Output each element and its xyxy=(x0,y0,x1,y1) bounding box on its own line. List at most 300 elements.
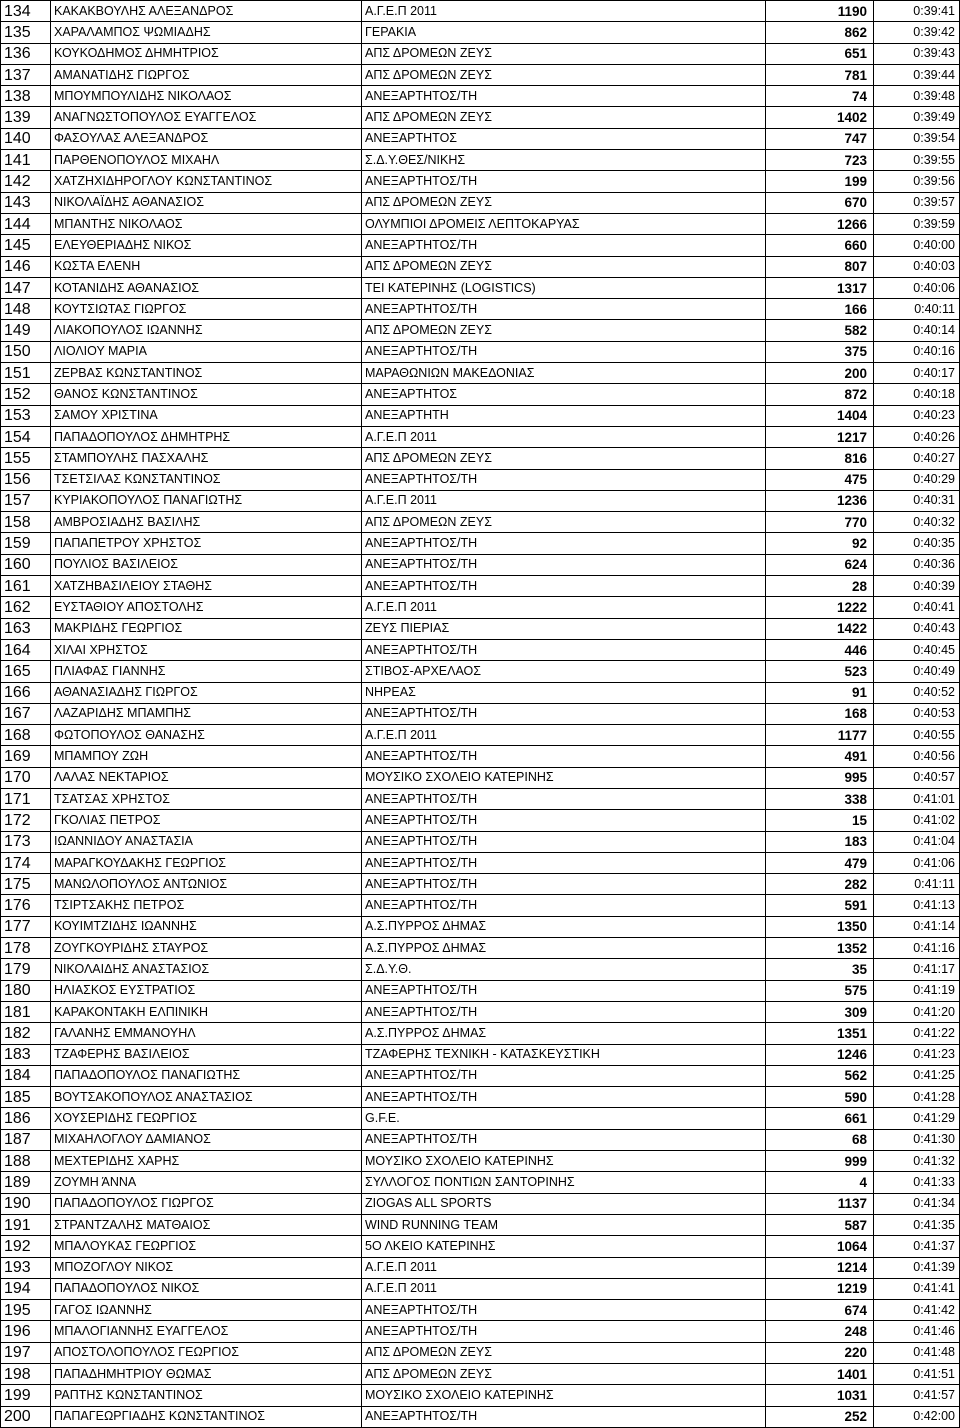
table-row xyxy=(1,341,960,362)
finish-time-cell: 0:41:16 xyxy=(874,938,960,959)
position-cell: 190 xyxy=(1,1193,51,1214)
bib-number-cell: 1190 xyxy=(766,1,874,22)
club-cell: Α.Γ.Ε.Π 2011 xyxy=(362,426,766,447)
club-cell: Α.Σ.ΠΥΡΡΟΣ ΔΗΜΑΣ xyxy=(362,1023,766,1044)
table-row xyxy=(1,107,960,128)
table-row xyxy=(1,1321,960,1342)
finish-time-cell: 0:41:02 xyxy=(874,810,960,831)
finish-time-cell: 0:40:29 xyxy=(874,469,960,490)
bib-number-cell: 1031 xyxy=(766,1385,874,1406)
athlete-name-cell: ΑΠΟΣΤΟΛΟΠΟΥΛΟΣ ΓΕΩΡΓΙΟΣ xyxy=(51,1342,362,1363)
position-cell: 138 xyxy=(1,86,51,107)
position-cell: 175 xyxy=(1,874,51,895)
position-cell: 140 xyxy=(1,128,51,149)
position-cell: 163 xyxy=(1,618,51,639)
table-row xyxy=(1,895,960,916)
club-cell: G.F.E. xyxy=(362,1108,766,1129)
club-cell: Α.Γ.Ε.Π 2011 xyxy=(362,1257,766,1278)
bib-number-cell: 587 xyxy=(766,1214,874,1235)
position-cell: 135 xyxy=(1,22,51,43)
bib-number-cell: 674 xyxy=(766,1300,874,1321)
bib-number-cell: 282 xyxy=(766,874,874,895)
finish-time-cell: 0:40:36 xyxy=(874,554,960,575)
bib-number-cell: 624 xyxy=(766,554,874,575)
athlete-name-cell: ΚΥΡΙΑΚΟΠΟΥΛΟΣ ΠΑΝΑΓΙΩΤΗΣ xyxy=(51,490,362,511)
finish-time-cell: 0:40:11 xyxy=(874,299,960,320)
table-row xyxy=(1,639,960,660)
position-cell: 184 xyxy=(1,1065,51,1086)
club-cell: ΑΠΣ ΔΡΟΜΕΩΝ ΖΕΥΣ xyxy=(362,512,766,533)
club-cell: ΑΝΕΞΑΡΤΗΤΟΣ xyxy=(362,384,766,405)
position-cell: 158 xyxy=(1,512,51,533)
finish-time-cell: 0:41:32 xyxy=(874,1151,960,1172)
finish-time-cell: 0:40:31 xyxy=(874,490,960,511)
finish-time-cell: 0:41:13 xyxy=(874,895,960,916)
finish-time-cell: 0:40:45 xyxy=(874,639,960,660)
finish-time-cell: 0:39:42 xyxy=(874,22,960,43)
athlete-name-cell: ΠΑΠΑΔΟΠΟΥΛΟΣ ΔΗΜΗΤΡΗΣ xyxy=(51,426,362,447)
athlete-name-cell: ΚΟΥΙΜΤΖΙΔΗΣ ΙΩΑΝΝΗΣ xyxy=(51,916,362,937)
athlete-name-cell: ΓΑΛΑΝΗΣ ΕΜΜΑΝΟΥΗΛ xyxy=(51,1023,362,1044)
club-cell: ΑΝΕΞΑΡΤΗΤΟΣ/ΤΗ xyxy=(362,1300,766,1321)
finish-time-cell: 0:40:03 xyxy=(874,256,960,277)
club-cell: ΑΠΣ ΔΡΟΜΕΩΝ ΖΕΥΣ xyxy=(362,1342,766,1363)
position-cell: 194 xyxy=(1,1278,51,1299)
athlete-name-cell: ΑΘΑΝΑΣΙΑΔΗΣ ΓΙΩΡΓΟΣ xyxy=(51,682,362,703)
table-row xyxy=(1,703,960,724)
bib-number-cell: 1064 xyxy=(766,1236,874,1257)
table-row xyxy=(1,1214,960,1235)
bib-number-cell: 1222 xyxy=(766,597,874,618)
position-cell: 183 xyxy=(1,1044,51,1065)
finish-time-cell: 0:41:22 xyxy=(874,1023,960,1044)
bib-number-cell: 862 xyxy=(766,22,874,43)
bib-number-cell: 199 xyxy=(766,171,874,192)
position-cell: 147 xyxy=(1,277,51,298)
finish-time-cell: 0:40:35 xyxy=(874,533,960,554)
athlete-name-cell: ΠΑΠΑΔΟΠΟΥΛΟΣ ΓΙΩΡΓΟΣ xyxy=(51,1193,362,1214)
table-row xyxy=(1,533,960,554)
position-cell: 159 xyxy=(1,533,51,554)
table-row xyxy=(1,1,960,22)
athlete-name-cell: ΓΚΟΛΙΑΣ ΠΕΤΡΟΣ xyxy=(51,810,362,831)
athlete-name-cell: ΧΑΤΖΗΒΑΣΙΛΕΙΟΥ ΣΤΑΘΗΣ xyxy=(51,576,362,597)
athlete-name-cell: ΠΟΥΛΙΟΣ ΒΑΣΙΛΕΙΟΣ xyxy=(51,554,362,575)
position-cell: 165 xyxy=(1,661,51,682)
club-cell: ΑΠΣ ΔΡΟΜΕΩΝ ΖΕΥΣ xyxy=(362,64,766,85)
bib-number-cell: 590 xyxy=(766,1087,874,1108)
finish-time-cell: 0:40:06 xyxy=(874,277,960,298)
bib-number-cell: 660 xyxy=(766,235,874,256)
club-cell: ΑΝΕΞΑΡΤΗΤΟΣ/ΤΗ xyxy=(362,341,766,362)
club-cell: ΑΠΣ ΔΡΟΜΕΩΝ ΖΕΥΣ xyxy=(362,320,766,341)
table-row xyxy=(1,22,960,43)
athlete-name-cell: ΠΑΠΑΓΕΩΡΓΙΑΔΗΣ ΚΩΝΣΤΑΝΤΙΝΟΣ xyxy=(51,1406,362,1427)
club-cell: ΑΝΕΞΑΡΤΗΤΟΣ/ΤΗ xyxy=(362,788,766,809)
club-cell: ΑΝΕΞΑΡΤΗΤΟΣ/ΤΗ xyxy=(362,1321,766,1342)
finish-time-cell: 0:42:00 xyxy=(874,1406,960,1427)
athlete-name-cell: ΚΟΤΑΝΙΔΗΣ ΑΘΑΝΑΣΙΟΣ xyxy=(51,277,362,298)
position-cell: 196 xyxy=(1,1321,51,1342)
club-cell: Α.Γ.Ε.Π 2011 xyxy=(362,1278,766,1299)
finish-time-cell: 0:41:57 xyxy=(874,1385,960,1406)
bib-number-cell: 1402 xyxy=(766,107,874,128)
finish-time-cell: 0:40:49 xyxy=(874,661,960,682)
bib-number-cell: 309 xyxy=(766,1001,874,1022)
bib-number-cell: 1317 xyxy=(766,277,874,298)
club-cell: ΑΝΕΞΑΡΤΗΤΟΣ/ΤΗ xyxy=(362,1087,766,1108)
position-cell: 172 xyxy=(1,810,51,831)
athlete-name-cell: ΠΑΠΑΔΗΜΗΤΡΙΟΥ ΘΩΜΑΣ xyxy=(51,1364,362,1385)
position-cell: 174 xyxy=(1,852,51,873)
position-cell: 185 xyxy=(1,1087,51,1108)
club-cell: Α.Γ.Ε.Π 2011 xyxy=(362,490,766,511)
athlete-name-cell: ΠΑΡΘΕΝΟΠΟΥΛΟΣ ΜΙΧΑΗΛ xyxy=(51,150,362,171)
table-row xyxy=(1,1044,960,1065)
table-row xyxy=(1,746,960,767)
position-cell: 193 xyxy=(1,1257,51,1278)
finish-time-cell: 0:41:48 xyxy=(874,1342,960,1363)
bib-number-cell: 575 xyxy=(766,980,874,1001)
position-cell: 176 xyxy=(1,895,51,916)
athlete-name-cell: ΘΑΝΟΣ ΚΩΝΣΤΑΝΤΙΝΟΣ xyxy=(51,384,362,405)
finish-time-cell: 0:41:28 xyxy=(874,1087,960,1108)
club-cell: ΣΥΛΛΟΓΟΣ ΠΟΝΤΙΩΝ ΣΑΝΤΟΡΙΝΗΣ xyxy=(362,1172,766,1193)
bib-number-cell: 1266 xyxy=(766,213,874,234)
finish-time-cell: 0:41:06 xyxy=(874,852,960,873)
finish-time-cell: 0:39:54 xyxy=(874,128,960,149)
table-row xyxy=(1,1108,960,1129)
position-cell: 148 xyxy=(1,299,51,320)
finish-time-cell: 0:41:11 xyxy=(874,874,960,895)
athlete-name-cell: ΑΜΒΡΟΣΙΑΔΗΣ ΒΑΣΙΛΗΣ xyxy=(51,512,362,533)
bib-number-cell: 166 xyxy=(766,299,874,320)
club-cell: ΑΠΣ ΔΡΟΜΕΩΝ ΖΕΥΣ xyxy=(362,43,766,64)
athlete-name-cell: ΜΑΝΩΛΟΠΟΥΛΟΣ ΑΝΤΩΝΙΟΣ xyxy=(51,874,362,895)
finish-time-cell: 0:39:57 xyxy=(874,192,960,213)
table-row xyxy=(1,1278,960,1299)
position-cell: 160 xyxy=(1,554,51,575)
table-row xyxy=(1,1087,960,1108)
finish-time-cell: 0:39:44 xyxy=(874,64,960,85)
table-row xyxy=(1,64,960,85)
position-cell: 152 xyxy=(1,384,51,405)
finish-time-cell: 0:40:23 xyxy=(874,405,960,426)
athlete-name-cell: ΕΛΕΥΘΕΡΙΑΔΗΣ ΝΙΚΟΣ xyxy=(51,235,362,256)
athlete-name-cell: ΑΝΑΓΝΩΣΤΟΠΟΥΛΟΣ ΕΥΑΓΓΕΛΟΣ xyxy=(51,107,362,128)
table-row xyxy=(1,1193,960,1214)
athlete-name-cell: ΜΑΚΡΙΔΗΣ ΓΕΩΡΓΙΟΣ xyxy=(51,618,362,639)
table-row xyxy=(1,426,960,447)
athlete-name-cell: ΜΠΟΖΟΓΛΟΥ ΝΙΚΟΣ xyxy=(51,1257,362,1278)
athlete-name-cell: ΣΤΡΑΝΤΖΑΛΗΣ ΜΑΤΘΑΙΟΣ xyxy=(51,1214,362,1235)
club-cell: ΑΝΕΞΑΡΤΗΤΟΣ xyxy=(362,128,766,149)
table-row xyxy=(1,384,960,405)
bib-number-cell: 375 xyxy=(766,341,874,362)
position-cell: 164 xyxy=(1,639,51,660)
finish-time-cell: 0:40:39 xyxy=(874,576,960,597)
table-row xyxy=(1,363,960,384)
table-row xyxy=(1,512,960,533)
bib-number-cell: 723 xyxy=(766,150,874,171)
table-row xyxy=(1,43,960,64)
position-cell: 168 xyxy=(1,725,51,746)
position-cell: 195 xyxy=(1,1300,51,1321)
position-cell: 169 xyxy=(1,746,51,767)
finish-time-cell: 0:41:19 xyxy=(874,980,960,1001)
club-cell: ΣΤΙΒΟΣ-ΑΡΧΕΛΑΟΣ xyxy=(362,661,766,682)
athlete-name-cell: ΝΙΚΟΛΑΪΔΗΣ ΑΘΑΝΑΣΙΟΣ xyxy=(51,192,362,213)
bib-number-cell: 523 xyxy=(766,661,874,682)
bib-number-cell: 91 xyxy=(766,682,874,703)
table-row xyxy=(1,959,960,980)
finish-time-cell: 0:41:35 xyxy=(874,1214,960,1235)
position-cell: 161 xyxy=(1,576,51,597)
bib-number-cell: 1236 xyxy=(766,490,874,511)
athlete-name-cell: ΜΠΑΛΟΓΙΑΝΝΗΣ ΕΥΑΓΓΕΛΟΣ xyxy=(51,1321,362,1342)
position-cell: 136 xyxy=(1,43,51,64)
table-row xyxy=(1,1257,960,1278)
athlete-name-cell: ΜΠΑΜΠΟΥ ΖΩΗ xyxy=(51,746,362,767)
table-row xyxy=(1,682,960,703)
table-row xyxy=(1,171,960,192)
table-row xyxy=(1,1364,960,1385)
finish-time-cell: 0:41:34 xyxy=(874,1193,960,1214)
table-row xyxy=(1,1342,960,1363)
finish-time-cell: 0:39:56 xyxy=(874,171,960,192)
table-row xyxy=(1,405,960,426)
athlete-name-cell: ΗΛΙΑΣΚΟΣ ΕΥΣΤΡΑΤΙΟΣ xyxy=(51,980,362,1001)
table-row xyxy=(1,554,960,575)
table-row xyxy=(1,320,960,341)
bib-number-cell: 1401 xyxy=(766,1364,874,1385)
athlete-name-cell: ΚΩΣΤΑ ΕΛΕΝΗ xyxy=(51,256,362,277)
club-cell: Σ.Δ.Υ.ΘΕΣ/ΝΙΚΗΣ xyxy=(362,150,766,171)
finish-time-cell: 0:41:01 xyxy=(874,788,960,809)
club-cell: ΑΝΕΞΑΡΤΗΤΟΣ/ΤΗ xyxy=(362,852,766,873)
club-cell: ΑΝΕΞΑΡΤΗΤΟΣ/ΤΗ xyxy=(362,576,766,597)
table-row xyxy=(1,874,960,895)
athlete-name-cell: ΙΩΑΝΝΙΔΟΥ ΑΝΑΣΤΑΣΙΑ xyxy=(51,831,362,852)
position-cell: 156 xyxy=(1,469,51,490)
table-row xyxy=(1,661,960,682)
finish-time-cell: 0:40:53 xyxy=(874,703,960,724)
table-row xyxy=(1,1129,960,1150)
table-row xyxy=(1,150,960,171)
finish-time-cell: 0:41:30 xyxy=(874,1129,960,1150)
club-cell: ΑΝΕΞΑΡΤΗΤΟΣ/ΤΗ xyxy=(362,810,766,831)
athlete-name-cell: ΛΑΖΑΡΙΔΗΣ ΜΠΑΜΠΗΣ xyxy=(51,703,362,724)
position-cell: 200 xyxy=(1,1406,51,1427)
club-cell: ΝΗΡΕΑΣ xyxy=(362,682,766,703)
table-row xyxy=(1,213,960,234)
bib-number-cell: 1137 xyxy=(766,1193,874,1214)
table-row xyxy=(1,469,960,490)
table-row xyxy=(1,1300,960,1321)
table-row xyxy=(1,576,960,597)
athlete-name-cell: ΛΙΟΛΙΟΥ ΜΑΡΙΑ xyxy=(51,341,362,362)
finish-time-cell: 0:39:59 xyxy=(874,213,960,234)
club-cell: ΜΟΥΣΙΚΟ ΣΧΟΛΕΙΟ ΚΑΤΕΡΙΝΗΣ xyxy=(362,1151,766,1172)
club-cell: ΑΝΕΞΑΡΤΗΤΟΣ/ΤΗ xyxy=(362,1406,766,1427)
athlete-name-cell: ΖΟΥΓΚΟΥΡΙΔΗΣ ΣΤΑΥΡΟΣ xyxy=(51,938,362,959)
table-row xyxy=(1,1001,960,1022)
club-cell: ΑΝΕΞΑΡΤΗΤΟΣ/ΤΗ xyxy=(362,639,766,660)
table-row xyxy=(1,1065,960,1086)
position-cell: 188 xyxy=(1,1151,51,1172)
bib-number-cell: 248 xyxy=(766,1321,874,1342)
finish-time-cell: 0:41:46 xyxy=(874,1321,960,1342)
club-cell: ΜΟΥΣΙΚΟ ΣΧΟΛΕΙΟ ΚΑΤΕΡΙΝΗΣ xyxy=(362,1385,766,1406)
finish-time-cell: 0:41:41 xyxy=(874,1278,960,1299)
table-row xyxy=(1,831,960,852)
finish-time-cell: 0:40:56 xyxy=(874,746,960,767)
bib-number-cell: 4 xyxy=(766,1172,874,1193)
finish-time-cell: 0:41:51 xyxy=(874,1364,960,1385)
position-cell: 149 xyxy=(1,320,51,341)
bib-number-cell: 661 xyxy=(766,1108,874,1129)
bib-number-cell: 747 xyxy=(766,128,874,149)
athlete-name-cell: ΚΟΥΚΟΔΗΜΟΣ ΔΗΜΗΤΡΙΟΣ xyxy=(51,43,362,64)
bib-number-cell: 670 xyxy=(766,192,874,213)
bib-number-cell: 1246 xyxy=(766,1044,874,1065)
table-row xyxy=(1,618,960,639)
athlete-name-cell: ΤΖΑΦΕΡΗΣ ΒΑΣΙΛΕΙΟΣ xyxy=(51,1044,362,1065)
bib-number-cell: 999 xyxy=(766,1151,874,1172)
finish-time-cell: 0:40:32 xyxy=(874,512,960,533)
table-row xyxy=(1,852,960,873)
table-row xyxy=(1,938,960,959)
bib-number-cell: 816 xyxy=(766,448,874,469)
bib-number-cell: 446 xyxy=(766,639,874,660)
bib-number-cell: 651 xyxy=(766,43,874,64)
position-cell: 189 xyxy=(1,1172,51,1193)
club-cell: ΜΟΥΣΙΚΟ ΣΧΟΛΕΙΟ ΚΑΤΕΡΙΝΗΣ xyxy=(362,767,766,788)
athlete-name-cell: ΕΥΣΤΑΘΙΟΥ ΑΠΟΣΤΟΛΗΣ xyxy=(51,597,362,618)
bib-number-cell: 168 xyxy=(766,703,874,724)
position-cell: 198 xyxy=(1,1364,51,1385)
bib-number-cell: 1351 xyxy=(766,1023,874,1044)
bib-number-cell: 479 xyxy=(766,852,874,873)
bib-number-cell: 74 xyxy=(766,86,874,107)
bib-number-cell: 582 xyxy=(766,320,874,341)
position-cell: 146 xyxy=(1,256,51,277)
finish-time-cell: 0:39:43 xyxy=(874,43,960,64)
position-cell: 145 xyxy=(1,235,51,256)
athlete-name-cell: ΤΣΕΤΣΙΛΑΣ ΚΩΝΣΤΑΝΤΙΝΟΣ xyxy=(51,469,362,490)
position-cell: 192 xyxy=(1,1236,51,1257)
position-cell: 134 xyxy=(1,1,51,22)
club-cell: ΤΖΑΦΕΡΗΣ ΤΕΧΝΙΚΗ - ΚΑΤΑΣΚΕΥΣΤΙΚΗ xyxy=(362,1044,766,1065)
finish-time-cell: 0:40:27 xyxy=(874,448,960,469)
finish-time-cell: 0:40:17 xyxy=(874,363,960,384)
bib-number-cell: 68 xyxy=(766,1129,874,1150)
position-cell: 180 xyxy=(1,980,51,1001)
results-body xyxy=(1,1,960,1428)
finish-time-cell: 0:40:55 xyxy=(874,725,960,746)
club-cell: ΑΝΕΞΑΡΤΗΤΟΣ/ΤΗ xyxy=(362,171,766,192)
bib-number-cell: 995 xyxy=(766,767,874,788)
position-cell: 166 xyxy=(1,682,51,703)
club-cell: ΑΠΣ ΔΡΟΜΕΩΝ ΖΕΥΣ xyxy=(362,448,766,469)
club-cell: ΓΕΡΑΚΙΑ xyxy=(362,22,766,43)
table-row xyxy=(1,256,960,277)
athlete-name-cell: ΜΙΧΑΗΛΟΓΛΟΥ ΔΑΜΙΑΝΟΣ xyxy=(51,1129,362,1150)
position-cell: 171 xyxy=(1,788,51,809)
position-cell: 178 xyxy=(1,938,51,959)
table-row xyxy=(1,1172,960,1193)
club-cell: Σ.Δ.Υ.Θ. xyxy=(362,959,766,980)
table-row xyxy=(1,235,960,256)
table-row xyxy=(1,767,960,788)
club-cell: Α.Γ.Ε.Π 2011 xyxy=(362,725,766,746)
finish-time-cell: 0:39:48 xyxy=(874,86,960,107)
bib-number-cell: 872 xyxy=(766,384,874,405)
finish-time-cell: 0:40:16 xyxy=(874,341,960,362)
position-cell: 150 xyxy=(1,341,51,362)
finish-time-cell: 0:40:52 xyxy=(874,682,960,703)
club-cell: ΑΝΕΞΑΡΤΗΤΟΣ/ΤΗ xyxy=(362,554,766,575)
position-cell: 191 xyxy=(1,1214,51,1235)
finish-time-cell: 0:41:29 xyxy=(874,1108,960,1129)
athlete-name-cell: ΤΣΑΤΣΑΣ ΧΡΗΣΤΟΣ xyxy=(51,788,362,809)
finish-time-cell: 0:41:37 xyxy=(874,1236,960,1257)
club-cell: WIND RUNNING TEAM xyxy=(362,1214,766,1235)
athlete-name-cell: ΓΑΓΟΣ ΙΩΑΝΝΗΣ xyxy=(51,1300,362,1321)
bib-number-cell: 1177 xyxy=(766,725,874,746)
bib-number-cell: 781 xyxy=(766,64,874,85)
club-cell: ΑΝΕΞΑΡΤΗΤΟΣ/ΤΗ xyxy=(362,469,766,490)
club-cell: Α.Σ.ΠΥΡΡΟΣ ΔΗΜΑΣ xyxy=(362,916,766,937)
position-cell: 144 xyxy=(1,213,51,234)
position-cell: 153 xyxy=(1,405,51,426)
athlete-name-cell: ΧΑΤΖΗΧΙΔΗΡΟΓΛΟΥ ΚΩΝΣΤΑΝΤΙΝΟΣ xyxy=(51,171,362,192)
position-cell: 154 xyxy=(1,426,51,447)
athlete-name-cell: ΛΑΛΑΣ ΝΕΚΤΑΡΙΟΣ xyxy=(51,767,362,788)
bib-number-cell: 475 xyxy=(766,469,874,490)
bib-number-cell: 1217 xyxy=(766,426,874,447)
finish-time-cell: 0:40:41 xyxy=(874,597,960,618)
club-cell: Α.Γ.Ε.Π 2011 xyxy=(362,1,766,22)
club-cell: ΑΝΕΞΑΡΤΗΤΟΣ/ΤΗ xyxy=(362,86,766,107)
athlete-name-cell: ΜΕΧΤΕΡΙΔΗΣ ΧΑΡΗΣ xyxy=(51,1151,362,1172)
finish-time-cell: 0:39:41 xyxy=(874,1,960,22)
position-cell: 199 xyxy=(1,1385,51,1406)
bib-number-cell: 1214 xyxy=(766,1257,874,1278)
athlete-name-cell: ΖΟΥΜΗ ΆΝΝΑ xyxy=(51,1172,362,1193)
table-row xyxy=(1,1236,960,1257)
athlete-name-cell: ΡΑΠΤΗΣ ΚΩΝΣΤΑΝΤΙΝΟΣ xyxy=(51,1385,362,1406)
athlete-name-cell: ΝΙΚΟΛΑΙΔΗΣ ΑΝΑΣΤΑΣΙΟΣ xyxy=(51,959,362,980)
athlete-name-cell: ΦΩΤΟΠΟΥΛΟΣ ΘΑΝΑΣΗΣ xyxy=(51,725,362,746)
finish-time-cell: 0:41:14 xyxy=(874,916,960,937)
finish-time-cell: 0:40:26 xyxy=(874,426,960,447)
bib-number-cell: 92 xyxy=(766,533,874,554)
bib-number-cell: 1422 xyxy=(766,618,874,639)
position-cell: 151 xyxy=(1,363,51,384)
club-cell: ΑΝΕΞΑΡΤΗΤΟΣ/ΤΗ xyxy=(362,746,766,767)
bib-number-cell: 1352 xyxy=(766,938,874,959)
table-row xyxy=(1,810,960,831)
bib-number-cell: 28 xyxy=(766,576,874,597)
bib-number-cell: 1404 xyxy=(766,405,874,426)
finish-time-cell: 0:41:17 xyxy=(874,959,960,980)
bib-number-cell: 807 xyxy=(766,256,874,277)
finish-time-cell: 0:41:04 xyxy=(874,831,960,852)
athlete-name-cell: ΧΟΥΣΕΡΙΔΗΣ ΓΕΩΡΓΙΟΣ xyxy=(51,1108,362,1129)
finish-time-cell: 0:40:57 xyxy=(874,767,960,788)
table-row xyxy=(1,277,960,298)
